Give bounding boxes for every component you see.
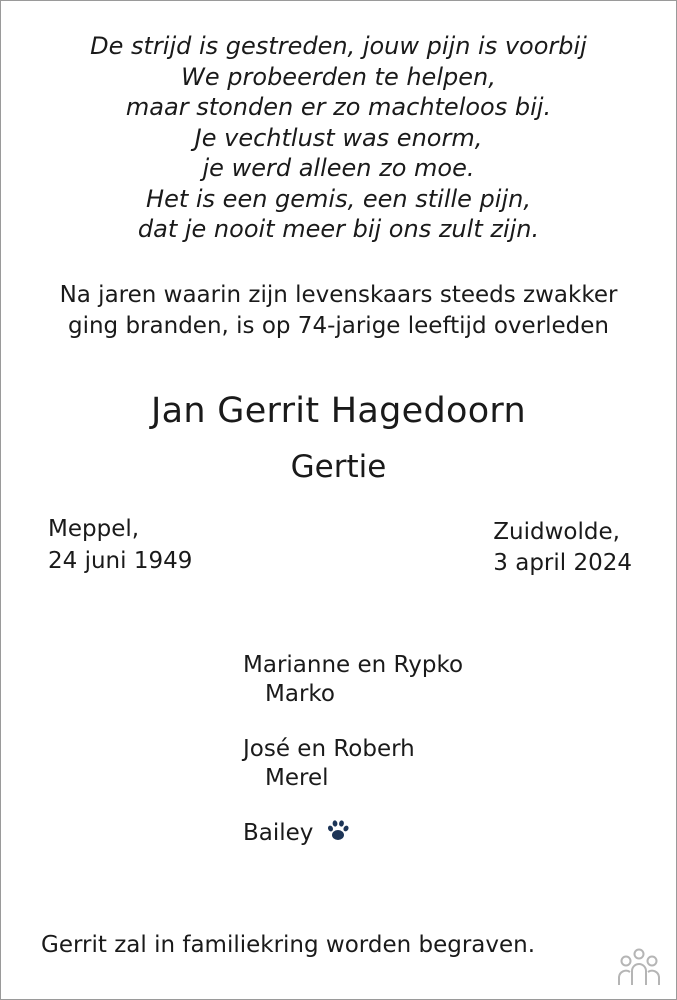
announcement-line: Na jaren waarin zijn levenskaars steeds zwakker bbox=[59, 282, 618, 308]
family-child: Marko bbox=[265, 681, 335, 707]
poem bbox=[1, 31, 676, 245]
people-group-icon bbox=[616, 947, 662, 987]
family-parents: Marianne en Rypko bbox=[243, 652, 464, 678]
death-date: 3 april 2024 bbox=[493, 550, 632, 576]
announcement-line: ging branden, is op 74-jarige leeftijd overleden bbox=[67, 313, 610, 339]
deceased-nickname: Gertie bbox=[290, 449, 387, 485]
announcement-text bbox=[1, 280, 676, 342]
family-group bbox=[243, 651, 463, 709]
pet-name: Bailey bbox=[243, 820, 314, 846]
family-list bbox=[243, 651, 463, 848]
birth-date: 24 juni 1949 bbox=[48, 548, 193, 574]
death-place: Zuidwolde, bbox=[493, 519, 620, 545]
poem-line: je werd alleen zo moe. bbox=[202, 154, 475, 182]
poem-line: dat je nooit meer bij ons zult zijn. bbox=[137, 215, 540, 243]
family-child: Merel bbox=[265, 765, 329, 791]
poem-line: We probeerden te helpen, bbox=[181, 62, 496, 91]
paw-print-icon bbox=[323, 817, 351, 845]
poem-line: Je vechtlust was enorm, bbox=[194, 123, 483, 152]
birth-info bbox=[48, 513, 192, 577]
poem-line: De strijd is gestreden, jouw pijn is voorbij bbox=[90, 32, 587, 60]
family-group bbox=[243, 735, 463, 793]
poem-line: Het is een gemis, een stille pijn, bbox=[146, 184, 531, 213]
poem-line: maar stonden er zo machteloos bij. bbox=[125, 93, 552, 121]
family-parents: José en Roberh bbox=[243, 736, 415, 762]
pet-entry bbox=[243, 819, 463, 848]
deceased-name: Jan Gerrit Hagedoorn bbox=[151, 391, 526, 431]
death-info bbox=[493, 517, 632, 579]
birth-place: Meppel, bbox=[48, 516, 140, 542]
burial-note: Gerrit zal in familiekring worden begraven. bbox=[41, 932, 536, 958]
